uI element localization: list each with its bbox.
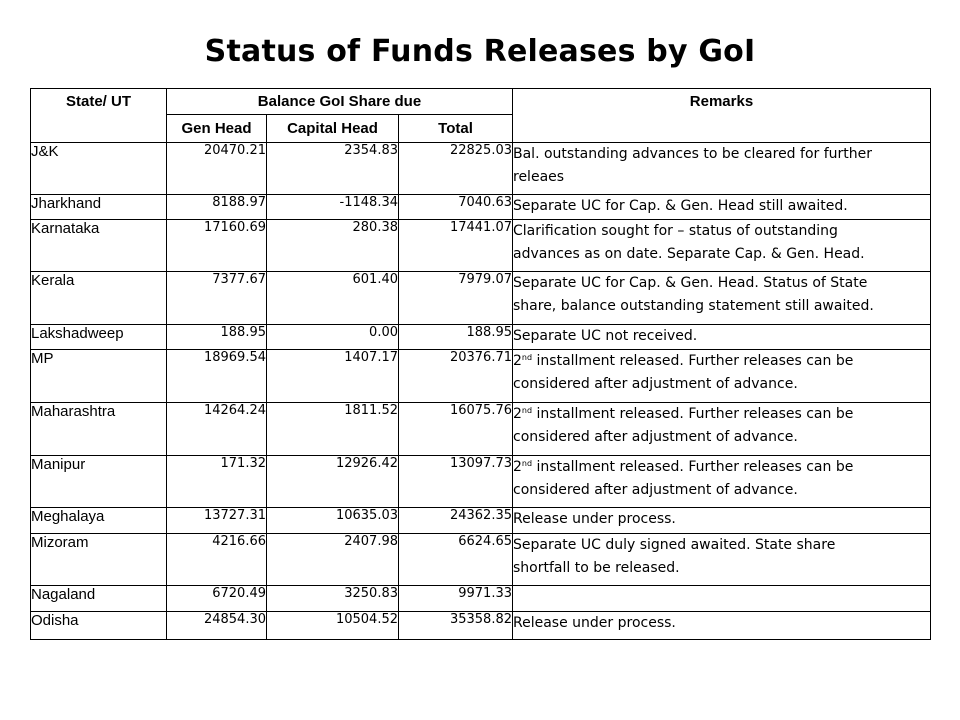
total-cell: 17441.07: [399, 220, 513, 272]
capital-head-cell: 12926.42: [267, 456, 399, 508]
capital-head-cell: -1148.34: [267, 195, 399, 220]
header-gen-head: Gen Head: [167, 115, 267, 143]
state-cell: Lakshadweep: [31, 325, 167, 350]
remarks-ordinal-suffix: nd: [521, 406, 533, 415]
header-remarks: Remarks: [513, 89, 931, 143]
remarks-cell: [513, 508, 931, 534]
state-cell: Jharkhand: [31, 195, 167, 220]
capital-head-cell: 280.38: [267, 220, 399, 272]
remarks-ordinal-suffix: nd: [521, 459, 533, 468]
total-cell: 16075.76: [399, 403, 513, 456]
state-cell: Nagaland: [31, 586, 167, 612]
remarks-line: Clarification sought for – status of outstanding: [513, 223, 838, 239]
gen-head-cell: 13727.31: [167, 508, 267, 534]
table-row: [31, 143, 931, 195]
total-cell: 6624.65: [399, 534, 513, 586]
gen-head-cell: 171.32: [167, 456, 267, 508]
capital-head-cell: 1811.52: [267, 403, 399, 456]
total-cell: 20376.71: [399, 350, 513, 403]
table-row: [31, 403, 931, 456]
capital-head-cell: 10635.03: [267, 508, 399, 534]
remarks-text: installment released. Further releases can be: [532, 459, 854, 475]
remarks-line: Bal. outstanding advances to be cleared for further: [513, 146, 873, 162]
remarks-cell: [513, 456, 931, 508]
state-cell: MP: [31, 350, 167, 403]
state-cell: Mizoram: [31, 534, 167, 586]
header-capital-head: Capital Head: [267, 115, 399, 143]
remarks-text: installment released. Further releases can be: [532, 406, 854, 422]
remarks-line: Release under process.: [513, 615, 676, 631]
remarks-line: [513, 403, 930, 426]
capital-head-cell: 2407.98: [267, 534, 399, 586]
gen-head-cell: 18969.54: [167, 350, 267, 403]
remarks-line: Release under process.: [513, 511, 676, 527]
table-row: [31, 220, 931, 272]
state-cell: Odisha: [31, 612, 167, 640]
state-cell: J&K: [31, 143, 167, 195]
capital-head-cell: 0.00: [267, 325, 399, 350]
remarks-cell: [513, 220, 931, 272]
table-row: [31, 534, 931, 586]
remarks-ordinal-number: 2: [513, 459, 522, 475]
header-row-top: [31, 89, 931, 115]
state-cell: Kerala: [31, 272, 167, 325]
table-row: [31, 325, 931, 350]
table-row: [31, 195, 931, 220]
total-cell: 7979.07: [399, 272, 513, 325]
total-cell: 188.95: [399, 325, 513, 350]
remarks-cell: [513, 403, 931, 456]
remarks-line: Separate UC not received.: [513, 328, 698, 344]
gen-head-cell: 4216.66: [167, 534, 267, 586]
gen-head-cell: 6720.49: [167, 586, 267, 612]
total-cell: 22825.03: [399, 143, 513, 195]
remarks-ordinal-suffix: nd: [521, 353, 533, 362]
total-cell: 7040.63: [399, 195, 513, 220]
capital-head-cell: 3250.83: [267, 586, 399, 612]
header-total: Total: [399, 115, 513, 143]
total-cell: 13097.73: [399, 456, 513, 508]
remarks-ordinal-number: 2: [513, 353, 522, 369]
remarks-text: installment released. Further releases can be: [532, 353, 854, 369]
remarks-cell: [513, 586, 931, 612]
table-row: [31, 272, 931, 325]
state-cell: Maharashtra: [31, 403, 167, 456]
remarks-line: Separate UC duly signed awaited. State share: [513, 537, 836, 553]
remarks-line: share, balance outstanding statement still awaited.: [513, 298, 874, 314]
remarks-line: [513, 350, 930, 373]
gen-head-cell: 24854.30: [167, 612, 267, 640]
gen-head-cell: 188.95: [167, 325, 267, 350]
total-cell: 9971.33: [399, 586, 513, 612]
funds-table: [30, 88, 931, 640]
total-cell: 35358.82: [399, 612, 513, 640]
capital-head-cell: 1407.17: [267, 350, 399, 403]
remarks-line: advances as on date. Separate Cap. & Gen. Head.: [513, 246, 865, 262]
gen-head-cell: 17160.69: [167, 220, 267, 272]
remarks-ordinal-number: 2: [513, 406, 522, 422]
table-row: [31, 350, 931, 403]
state-cell: Manipur: [31, 456, 167, 508]
table-row: [31, 612, 931, 640]
remarks-line: considered after adjustment of advance.: [513, 376, 798, 392]
remarks-line: Separate UC for Cap. & Gen. Head. Status of State: [513, 275, 868, 291]
gen-head-cell: 7377.67: [167, 272, 267, 325]
page-title: Status of Funds Releases by GoI: [204, 34, 756, 69]
remarks-line: Separate UC for Cap. & Gen. Head still awaited.: [513, 198, 848, 214]
remarks-line: releaes: [513, 169, 565, 185]
table-row: [31, 508, 931, 534]
remarks-cell: [513, 612, 931, 640]
capital-head-cell: 601.40: [267, 272, 399, 325]
remarks-cell: [513, 195, 931, 220]
remarks-cell: [513, 325, 931, 350]
gen-head-cell: 8188.97: [167, 195, 267, 220]
table-row: [31, 586, 931, 612]
header-state: State/ UT: [31, 89, 167, 143]
remarks-line: considered after adjustment of advance.: [513, 429, 798, 445]
header-balance: Balance GoI Share due: [167, 89, 513, 115]
gen-head-cell: 14264.24: [167, 403, 267, 456]
remarks-line: [513, 456, 930, 479]
total-cell: 24362.35: [399, 508, 513, 534]
remarks-line: shortfall to be released.: [513, 560, 680, 576]
gen-head-cell: 20470.21: [167, 143, 267, 195]
capital-head-cell: 2354.83: [267, 143, 399, 195]
table-row: [31, 456, 931, 508]
capital-head-cell: 10504.52: [267, 612, 399, 640]
remarks-cell: [513, 272, 931, 325]
remarks-cell: [513, 534, 931, 586]
remarks-cell: [513, 143, 931, 195]
remarks-cell: [513, 350, 931, 403]
state-cell: Meghalaya: [31, 508, 167, 534]
state-cell: Karnataka: [31, 220, 167, 272]
remarks-line: considered after adjustment of advance.: [513, 482, 798, 498]
